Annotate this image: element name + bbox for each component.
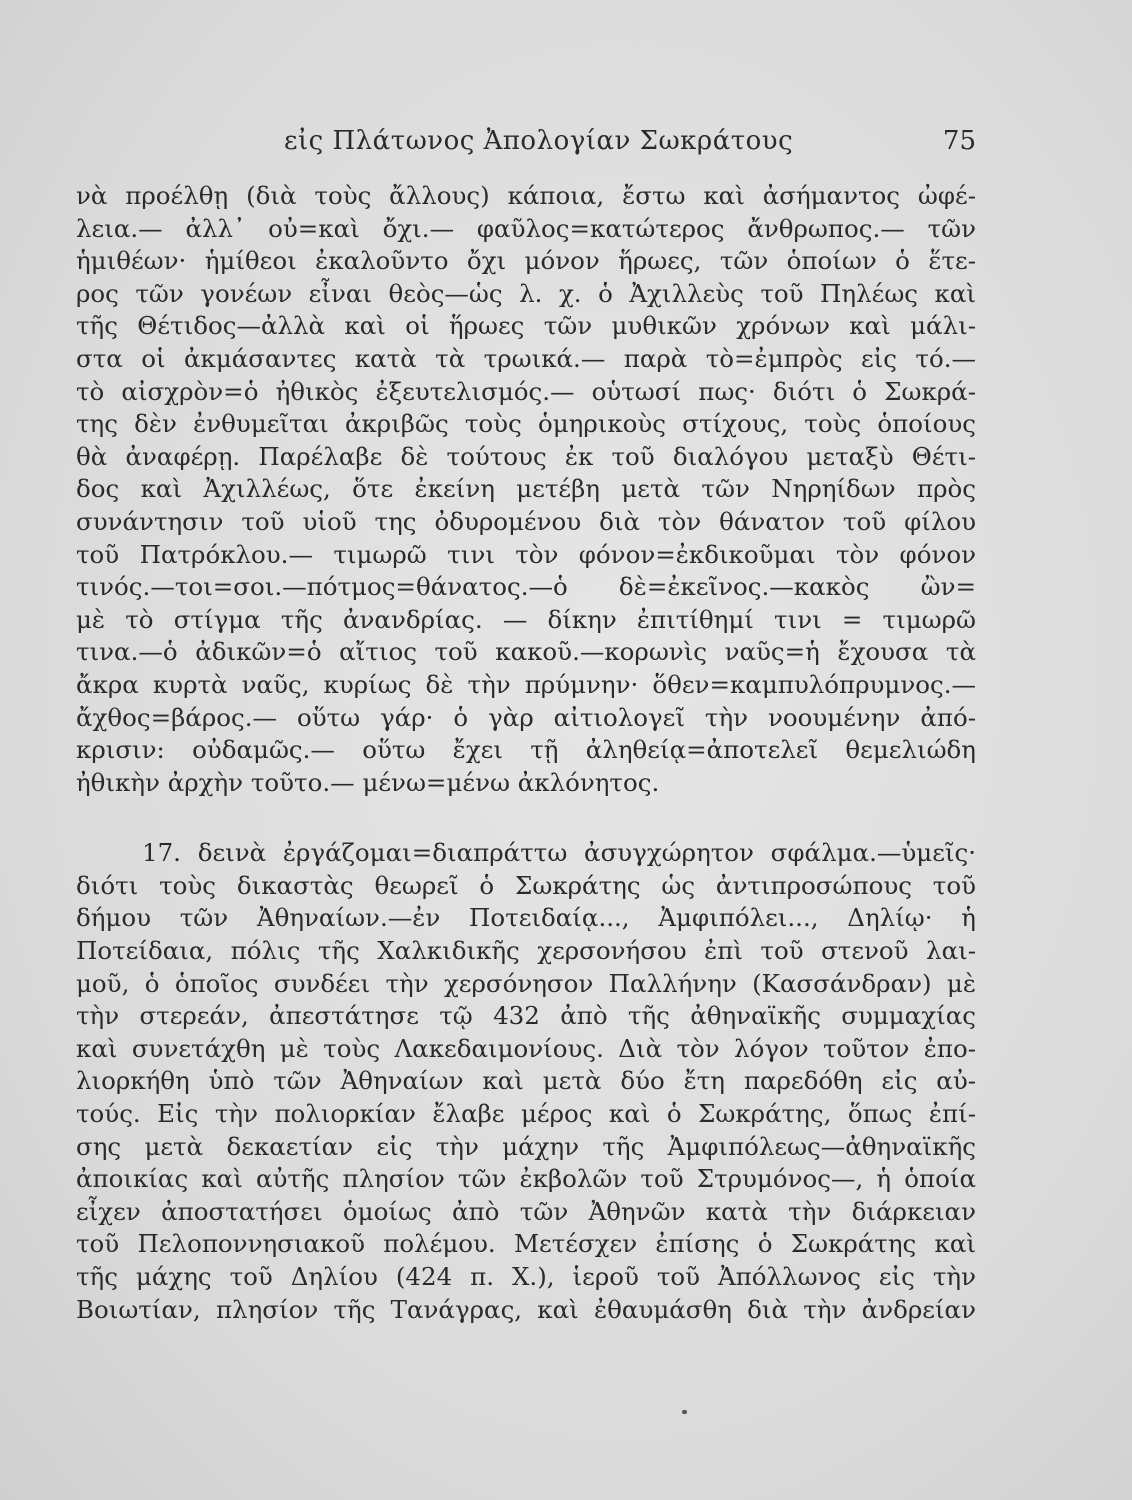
text-line: Ποτείδαια, πόλις τῆς Χαλκιδικῆς χερσονήσου ἐπὶ τοῦ στενοῦ λαι- (76, 936, 976, 966)
paragraph-gap (76, 799, 976, 837)
ink-speck (682, 1410, 687, 1414)
text-line: στα οἱ ἀκμάσαντες κατὰ τὰ τρωικά.— παρὰ τὸ=ἐμπρὸς εἰς τό.— (76, 343, 976, 373)
text-line: σης μετὰ δεκαετίαν εἰς τὴν μάχην τῆς Ἀμφιπόλεως—ἀθηναϊκῆς (76, 1131, 976, 1161)
text-line: τὸ αἰσχρὸν=ὁ ἠθικὸς ἐξευτελισμός.— οὑτωσί πως· διότι ὁ Σωκρά- (76, 376, 976, 406)
text-line: ἠθικὴν ἀρχὴν τοῦτο.— μένω=μένω ἀκλόνητος. (76, 767, 660, 797)
text-line: ἄκρα κυρτὰ ναῦς, κυρίως δὲ τὴν πρύμνην· ὅθεν=καμπυλόπρυμνος.— (76, 669, 976, 699)
text-line: ρος τῶν γονέων εἶναι θεὸς—ὡς λ. χ. ὁ Ἀχιλλεὺς τοῦ Πηλέως καὶ (76, 278, 976, 308)
paragraph-commentary-17 (76, 837, 976, 1326)
text-line: κρισιν: οὐδαμῶς.— οὕτω ἔχει τῇ ἀληθείᾳ=ἀποτελεῖ θεμελιώδη (76, 735, 976, 765)
text-line: ἡμιθέων· ἡμίθεοι ἐκαλοῦντο ὄχι μόνον ἥρωες, τῶν ὁποίων ὁ ἕτε- (76, 246, 976, 276)
text-line: νὰ προέλθῃ (διὰ τοὺς ἄλλους) κάποια, ἔστω καὶ ἀσήμαντος ὠφέ- (76, 181, 976, 210)
page-number: 75 (942, 126, 976, 156)
text-line: συνάντησιν τοῦ υἱοῦ της ὀδυρομένου διὰ τὸν θάνατον τοῦ φίλου (76, 506, 976, 536)
text-line: δήμου τῶν Ἀθηναίων.—ἐν Ποτειδαίᾳ..., Ἀμφιπόλει..., Δηλίῳ· ἡ (76, 903, 976, 933)
text-line: λεια.— ἀλλ᾽ οὐ=καὶ ὄχι.— φαῦλος=κατώτερος ἄνθρωπος.— τῶν (76, 213, 976, 243)
text-line: μὲ τὸ στίγμα τῆς ἀνανδρίας. — δίκην ἐπιτίθημί τινι = τιμωρῶ (76, 604, 976, 634)
paragraph-commentary-16 (76, 180, 976, 799)
running-head (76, 126, 976, 166)
text-line: μοῦ, ὁ ὁποῖος συνδέει τὴν χερσόνησον Παλλήνην (Κασσάνδραν) μὲ (76, 968, 976, 998)
text-line: λιορκήθη ὑπὸ τῶν Ἀθηναίων καὶ μετὰ δύο ἔτη παρεδόθη εἰς αὐ- (76, 1066, 976, 1096)
text-line: τῆς μάχης τοῦ Δηλίου (424 π. Χ.), ἱεροῦ τοῦ Ἀπόλλωνος εἰς τὴν (76, 1262, 976, 1291)
text-line: εἶχεν ἀποστατήσει ὁμοίως ἀπὸ τῶν Ἀθηνῶν κατὰ τὴν διάρκειαν (76, 1196, 976, 1226)
running-title: εἰς Πλάτωνος Ἀπολογίαν Σωκράτους (284, 126, 794, 156)
text-line: τινός.—τοι=σοι.—πότμος=θάνατος.—ὁ δὲ=ἐκεῖνος.—κακὸς ὢν= (76, 572, 976, 602)
text-line: δος καὶ Ἀχιλλέως, ὅτε ἐκείνη μετέβη μετὰ τῶν Νηρηίδων πρὸς (76, 474, 976, 504)
text-line: διότι τοὺς δικαστὰς θεωρεῖ ὁ Σωκράτης ὡς ἀντιπροσώπους τοῦ (76, 870, 976, 900)
text-line: τοῦ Πελοποννησιακοῦ πολέμου. Μετέσχεν ἐπίσης ὁ Σωκράτης καὶ (76, 1229, 976, 1259)
text-line: ἄχθος=βάρος.— οὕτω γάρ· ὁ γὰρ αἰτιολογεῖ τὴν νοουμένην ἀπό- (76, 702, 976, 732)
text-line: της δὲν ἐνθυμεῖται ἀκριβῶς τοὺς ὁμηρικοὺς στίχους, τοὺς ὁποίους (76, 409, 976, 439)
text-line: τῆς Θέτιδος—ἀλλὰ καὶ οἱ ἥρωες τῶν μυθικῶν χρόνων καὶ μάλι- (76, 311, 976, 341)
text-line: 17. δεινὰ ἐργάζομαι=διαπράττω ἀσυγχώρητον σφάλμα.—ὑμεῖς· (142, 838, 976, 868)
text-line: τὴν στερεάν, ἀπεστάτησε τῷ 432 ἀπὸ τῆς ἀθηναϊκῆς συμμαχίας (76, 1001, 976, 1031)
text-line: ἀποικίας καὶ αὐτῆς πλησίον τῶν ἐκβολῶν τοῦ Στρυμόνος—, ἡ ὁποία (76, 1164, 976, 1194)
text-line: τινα.—ὁ ἀδικῶν=ὁ αἴτιος τοῦ κακοῦ.—κορωνὶς ναῦς=ἡ ἔχουσα τὰ (76, 637, 976, 667)
text-line: καὶ συνετάχθη μὲ τοὺς Λακεδαιμονίους. Διὰ τὸν λόγον τοῦτον ἐπο- (76, 1033, 976, 1063)
text-line: Βοιωτίαν, πλησίον τῆς Τανάγρας, καὶ ἐθαυμάσθη διὰ τὴν ἀνδρείαν (76, 1294, 976, 1324)
text-line: τοῦ Πατρόκλου.— τιμωρῶ τινι τὸν φόνον=ἐκδικοῦμαι τὸν φόνον (76, 539, 976, 569)
text-line: τούς. Εἰς τὴν πολιορκίαν ἔλαβε μέρος καὶ ὁ Σωκράτης, ὅπως ἐπί- (76, 1099, 976, 1129)
text-line: θὰ ἀναφέρῃ. Παρέλαβε δὲ τούτους ἐκ τοῦ διαλόγου μεταξὺ Θέτι- (76, 441, 976, 471)
body-text (76, 180, 976, 1326)
